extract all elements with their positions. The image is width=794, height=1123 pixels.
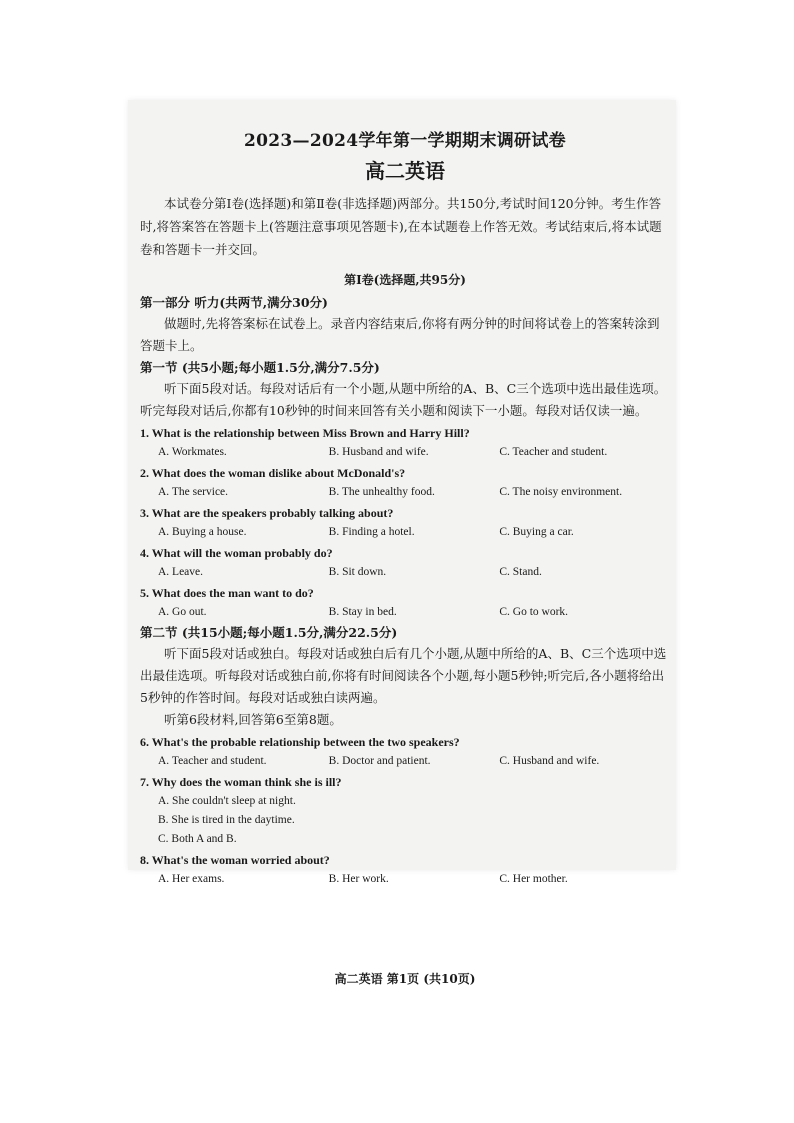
material-note: 听第6段材料,回答第6至第8题。 bbox=[164, 712, 342, 727]
question-options bbox=[140, 523, 670, 542]
option-c: C. Husband and wife. bbox=[499, 755, 600, 767]
option-c: C. The noisy environment. bbox=[499, 486, 623, 498]
volume1-title: 第Ⅰ卷(选择题,共95分) bbox=[344, 273, 466, 287]
exam-title: 2023—2024学年第一学期期末调研试卷 bbox=[244, 131, 566, 151]
option-b: B. Sit down. bbox=[328, 566, 387, 578]
question-options bbox=[140, 752, 670, 771]
section2-heading: 第二节 (共15小题;每小题1.5分,满分22.5分) bbox=[140, 625, 398, 640]
question-1 bbox=[140, 424, 670, 462]
question-options bbox=[140, 870, 670, 889]
exam-page bbox=[140, 126, 670, 986]
question-4 bbox=[140, 544, 670, 582]
section1-instruction: 听下面5段对话。每段对话后有一个小题,从题中所给的A、B、C三个选项中选出最佳选项。听完每段对话后,你都有10秒钟的时间来回答有关小题和阅读下一小题。每段对话仅读一遍。 bbox=[140, 381, 667, 418]
option-b: B. The unhealthy food. bbox=[328, 486, 435, 498]
question-6 bbox=[140, 733, 670, 771]
option-a: A. She couldn't sleep at night. bbox=[158, 795, 296, 807]
section2-instruction: 听下面5段对话或独白。每段对话或独白后有几个小题,从题中所给的A、B、C三个选项中选出最佳选项。听每段对话或独白前,你将有时间阅读各个小题,每小题5秒钟;听完后,各小题将给出5秒钟的作答时间。每段对话或独白读两遍。 bbox=[140, 646, 667, 705]
question-5 bbox=[140, 584, 670, 622]
option-b: B. Finding a hotel. bbox=[328, 526, 415, 538]
question-2 bbox=[140, 464, 670, 502]
question-stem: 2. What does the woman dislike about McDonald's? bbox=[140, 466, 406, 480]
question-options bbox=[140, 563, 670, 582]
option-c: C. Teacher and student. bbox=[499, 446, 608, 458]
option-a: A. Go out. bbox=[158, 606, 207, 618]
question-stem: 1. What is the relationship between Miss Brown and Harry Hill? bbox=[140, 426, 470, 440]
option-a: A. Teacher and student. bbox=[158, 755, 267, 767]
question-stem: 8. What's the woman worried about? bbox=[140, 853, 330, 867]
option-b: B. Husband and wife. bbox=[328, 446, 429, 458]
page-footer: 高二英语 第1页 (共10页) bbox=[334, 972, 476, 986]
question-stem: 5. What does the man want to do? bbox=[140, 586, 314, 600]
question-options bbox=[140, 603, 670, 622]
section1-heading: 第一节 (共5小题;每小题1.5分,满分7.5分) bbox=[140, 360, 380, 375]
option-c: C. Buying a car. bbox=[499, 526, 574, 538]
part1-instruction: 做题时,先将答案标在试卷上。录音内容结束后,你将有两分钟的时间将试卷上的答案转涂到答题卡上。 bbox=[140, 316, 660, 353]
question-7 bbox=[140, 773, 670, 849]
exam-subject: 高二英语 bbox=[365, 159, 445, 183]
option-c: C. Her mother. bbox=[499, 873, 568, 885]
question-options bbox=[140, 792, 670, 849]
option-b: B. Doctor and patient. bbox=[328, 755, 431, 767]
option-a: A. Her exams. bbox=[158, 873, 225, 885]
part1-heading: 第一部分 听力(共两节,满分30分) bbox=[140, 295, 328, 310]
exam-intro: 本试卷分第Ⅰ卷(选择题)和第Ⅱ卷(非选择题)两部分。共150分,考试时间120分钟。考生作答时,将答案答在答题卡上(答题注意事项见答题卡),在本试题卷上作答无效。考试结束后,将本试题卷和答题卡一并交回。 bbox=[140, 196, 662, 257]
option-a: A. Workmates. bbox=[158, 446, 227, 458]
question-stem: 7. Why does the woman think she is ill? bbox=[140, 775, 342, 789]
option-a: A. Buying a house. bbox=[158, 526, 247, 538]
option-a: A. Leave. bbox=[158, 566, 204, 578]
option-b: B. Stay in bed. bbox=[328, 606, 397, 618]
question-stem: 3. What are the speakers probably talking about? bbox=[140, 506, 394, 520]
question-stem: 4. What will the woman probably do? bbox=[140, 546, 333, 560]
option-c: C. Stand. bbox=[499, 566, 542, 578]
option-b: B. Her work. bbox=[328, 873, 389, 885]
option-c: C. Go to work. bbox=[499, 606, 569, 618]
question-3 bbox=[140, 504, 670, 542]
option-c: C. Both A and B. bbox=[158, 833, 237, 845]
question-options bbox=[140, 443, 670, 462]
option-b: B. She is tired in the daytime. bbox=[158, 814, 295, 826]
question-8 bbox=[140, 851, 670, 889]
question-stem: 6. What's the probable relationship between the two speakers? bbox=[140, 735, 460, 749]
question-options bbox=[140, 483, 670, 502]
option-a: A. The service. bbox=[158, 486, 229, 498]
